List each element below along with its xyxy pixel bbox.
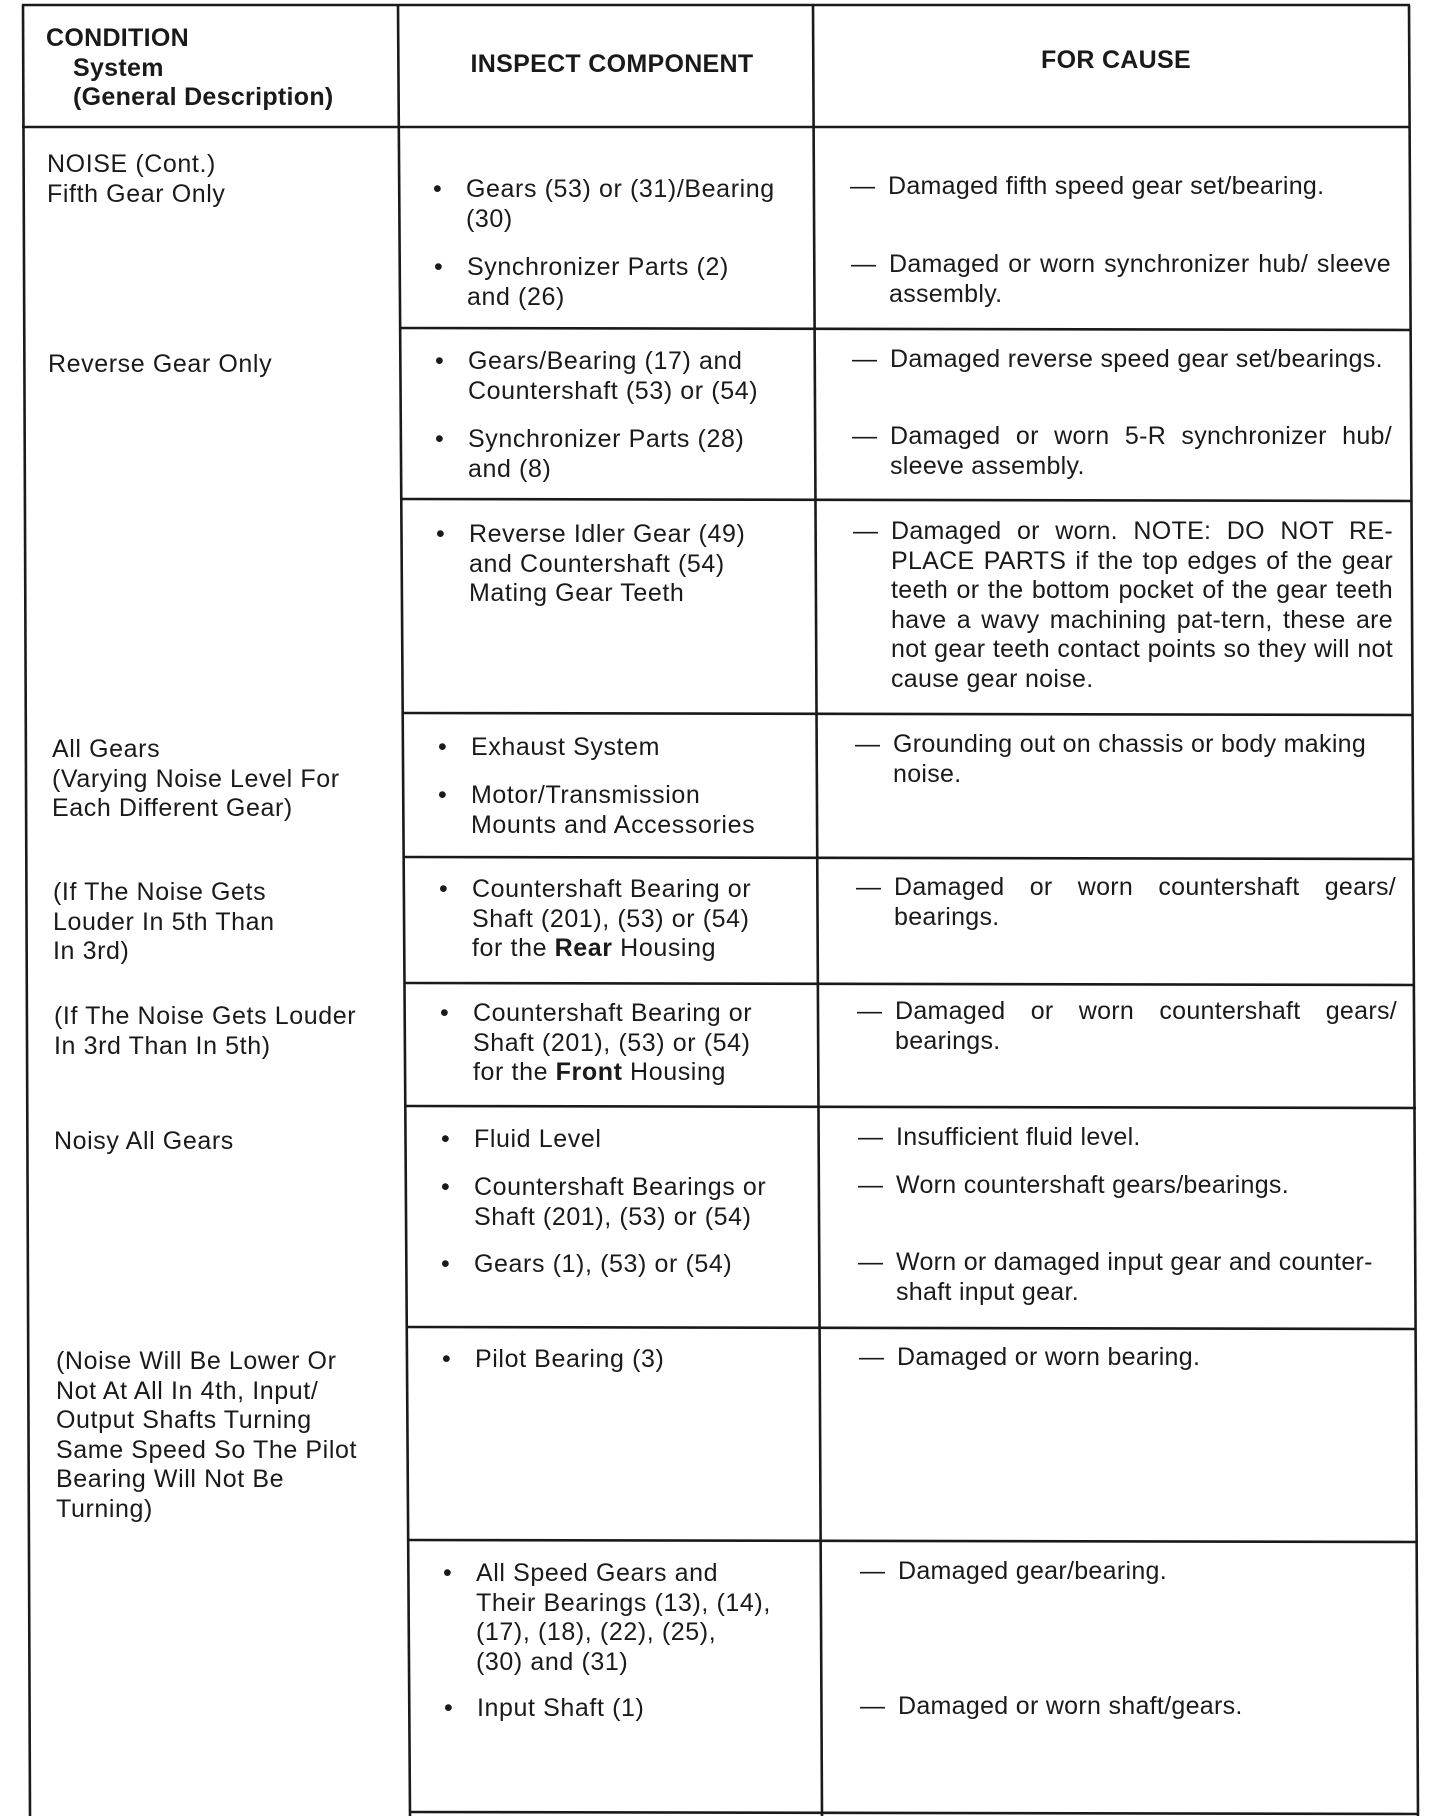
component-item — [438, 781, 808, 840]
dash: — — [850, 172, 876, 200]
bullet: • — [434, 253, 444, 281]
component-text-end: Housing — [612, 934, 717, 962]
cause-item — [855, 730, 1395, 789]
component-item — [434, 253, 804, 312]
dash: — — [857, 997, 883, 1025]
component-item — [439, 875, 809, 964]
cause-item — [860, 1692, 1400, 1722]
cause-text: Damaged or worn bearing. — [897, 1343, 1201, 1371]
cause-item — [851, 250, 1391, 309]
bullet: • — [438, 781, 448, 809]
dash: — — [858, 1123, 884, 1151]
cause-item — [858, 1248, 1398, 1307]
header-inspect-component: INSPECT COMPONENT — [470, 50, 754, 78]
condition-noise-4th: (Noise Will Be Lower Or Not At All In 4th, Input/ Output Shafts Turning Same Speed So The Pilot Bearing Will Not Be Turning) — [56, 1347, 358, 1523]
component-item — [441, 1173, 811, 1232]
cause-item — [858, 1171, 1398, 1201]
cause-text: Damaged or worn countershaft gears/ bearings. — [895, 997, 1397, 1055]
component-item — [440, 999, 810, 1088]
component-item — [438, 733, 808, 763]
component-text-end: Housing — [622, 1058, 726, 1086]
dash: — — [860, 1692, 886, 1720]
component-text: Synchronizer Parts (28) and (8) — [468, 425, 745, 483]
component-text: Input Shaft (1) — [477, 1694, 645, 1722]
bullet: • — [441, 1125, 451, 1153]
cause-text: Worn or damaged input gear and counter- shaft input gear. — [896, 1248, 1373, 1306]
bullet: • — [433, 175, 443, 203]
component-text: Gears/Bearing (17) and Countershaft (53) or (54) — [468, 347, 759, 405]
component-text: Gears (53) or (31)/Bearing (30) — [466, 175, 775, 233]
cause-item — [852, 345, 1392, 375]
component-text: Exhaust System — [471, 733, 661, 761]
bullet: • — [442, 1345, 452, 1373]
header-condition-sub1: System — [73, 53, 164, 82]
dash: — — [852, 422, 878, 450]
header-condition — [46, 24, 334, 113]
component-item — [436, 520, 806, 609]
dash: — — [859, 1343, 885, 1371]
component-item — [441, 1250, 811, 1280]
cause-text: Damaged fifth speed gear set/bearing. — [888, 172, 1325, 200]
component-text: Pilot Bearing (3) — [475, 1345, 665, 1373]
bullet: • — [439, 875, 449, 903]
component-item — [441, 1125, 811, 1155]
component-text: Countershaft Bearing or Shaft (201), (53) or (54) for the — [473, 999, 753, 1086]
cause-item — [856, 873, 1396, 932]
cause-text: Damaged gear/bearing. — [898, 1557, 1167, 1585]
component-text: Countershaft Bearing or Shaft (201), (53) or (54) for the — [472, 875, 752, 962]
component-text: Gears (1), (53) or (54) — [474, 1250, 733, 1278]
cause-text: Damaged or worn synchronizer hub/ sleeve assembly. — [889, 250, 1391, 308]
component-item — [442, 1345, 812, 1375]
cause-text: Damaged or worn. NOTE: DO NOT RE-PLACE PARTS if the top edges of the gear teeth or the bottom pocket of the gear teeth have a wavy machining pat-tern, these are not gear teeth contact points so they will not cause gear noise. — [891, 517, 1393, 693]
dash: — — [851, 250, 877, 278]
cause-item — [853, 517, 1393, 694]
bullet: • — [443, 1559, 453, 1587]
cause-item — [852, 422, 1392, 481]
dash: — — [853, 517, 879, 545]
condition-louder-3rd: (If The Noise Gets Louder In 3rd Than In 5th) — [54, 1002, 357, 1060]
header-condition-title: CONDITION — [46, 24, 189, 52]
component-text: Motor/Transmission Mounts and Accessories — [471, 781, 756, 839]
component-item — [443, 1559, 813, 1677]
condition-reverse-gear: Reverse Gear Only — [48, 350, 273, 378]
component-text: All Speed Gears and Their Bearings (13), (14), (17), (18), (22), (25), (30) and (31) — [476, 1559, 771, 1676]
dash: — — [855, 730, 881, 758]
component-text: Reverse Idler Gear (49) and Countershaft (54) Mating Gear Teeth — [469, 520, 746, 607]
dash: — — [856, 873, 882, 901]
component-text: Fluid Level — [474, 1125, 602, 1153]
cause-text: Worn countershaft gears/bearings. — [896, 1171, 1289, 1199]
bullet: • — [435, 347, 445, 375]
cause-text: Insufficient fluid level. — [896, 1123, 1141, 1151]
header-condition-sub2: (General Description) — [73, 83, 334, 111]
condition-fifth-gear: NOISE (Cont.) Fifth Gear Only — [47, 150, 226, 208]
cause-text: Grounding out on chassis or body making noise. — [893, 730, 1367, 788]
bullet: • — [440, 999, 450, 1027]
cause-item — [859, 1343, 1399, 1373]
cause-item — [858, 1123, 1398, 1153]
condition-louder-5th: (If The Noise Gets Louder In 5th Than In 3rd) — [53, 878, 275, 965]
bullet: • — [444, 1694, 454, 1722]
component-item — [444, 1694, 814, 1724]
cause-item — [857, 997, 1397, 1056]
component-text: Synchronizer Parts (2) and (26) — [467, 253, 729, 311]
component-item — [435, 347, 805, 406]
cause-text: Damaged or worn 5-R synchronizer hub/ sleeve assembly. — [890, 422, 1392, 480]
component-text: Countershaft Bearings or Shaft (201), (53) or (54) — [474, 1173, 767, 1231]
component-emphasis: Front — [555, 1058, 623, 1086]
cause-text: Damaged or worn countershaft gears/ bearings. — [894, 873, 1396, 931]
component-item — [435, 425, 805, 484]
dash: — — [858, 1248, 884, 1276]
bullet: • — [436, 520, 446, 548]
bullet: • — [441, 1173, 451, 1201]
cause-text: Damaged or worn shaft/gears. — [898, 1692, 1243, 1720]
cause-text: Damaged reverse speed gear set/bearings. — [890, 345, 1383, 373]
bullet: • — [435, 425, 445, 453]
dash: — — [852, 345, 878, 373]
component-emphasis: Rear — [554, 934, 613, 962]
dash: — — [860, 1557, 886, 1585]
bullet: • — [441, 1250, 451, 1278]
component-item — [433, 175, 803, 234]
dash: — — [858, 1171, 884, 1199]
cause-item — [850, 172, 1390, 202]
condition-all-gears: All Gears (Varying Noise Level For Each Different Gear) — [52, 735, 340, 822]
cause-item — [860, 1557, 1400, 1587]
bullet: • — [438, 733, 448, 761]
header-for-cause: FOR CAUSE — [1041, 46, 1191, 74]
condition-noisy-all-gears: Noisy All Gears — [54, 1127, 234, 1155]
